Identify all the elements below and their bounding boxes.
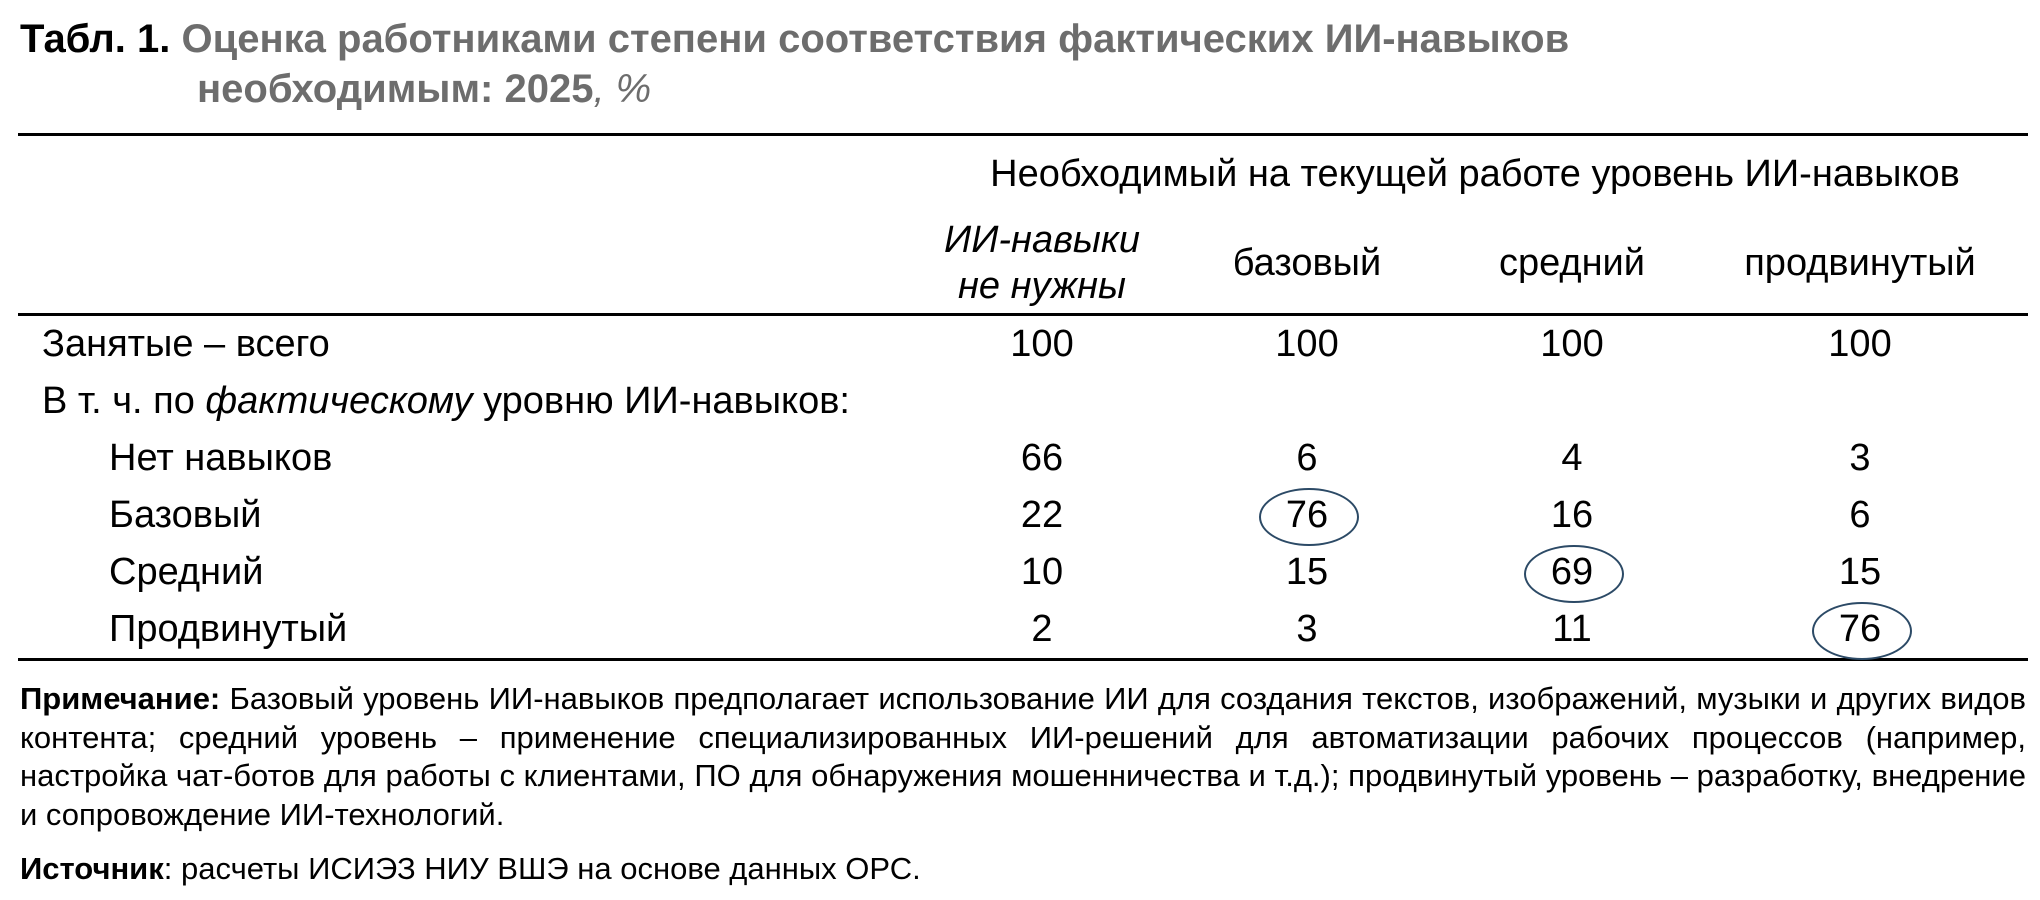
table-cell: 100 — [1540, 323, 1604, 365]
table-cell: 3 — [1162, 601, 1452, 660]
col-header-advanced: продвинутый — [1692, 212, 2028, 315]
header-empty-cell — [18, 212, 922, 315]
title-text-2: необходимым: 2025 — [197, 67, 594, 111]
table-row-subheading — [18, 373, 2028, 430]
note-label: Примечание: — [20, 681, 221, 716]
source-text: : расчеты ИСИЭЗ НИУ ВШЭ на основе данных ОРС. — [163, 851, 921, 886]
col-header-basic: базовый — [1162, 212, 1452, 315]
title-text-1: Оценка работниками степени соответствия фактических ИИ-навыков — [181, 17, 1570, 61]
title-prefix: Табл. 1. — [20, 17, 171, 61]
table-row — [18, 487, 2028, 544]
table-cell: 16 — [1550, 494, 1594, 536]
header-empty-cell — [18, 135, 922, 213]
note-text: Базовый уровень ИИ-навыков предполагает использование ИИ для создания текстов, изображений, музыки и других видов контента; средний уровень – применение специализированных ИИ-решений для автоматизации рабочих процессов (например, настройка чат-ботов для работы с клиентами, ПО для обнаружения мошенничества и т.д.); продвинутый уровень – разработку, внедрение и сопровождение ИИ-технологий. — [20, 681, 2026, 832]
table-row — [18, 544, 2028, 601]
skills-table — [18, 133, 2028, 661]
highlight-circle: 76 — [1285, 494, 1329, 536]
table-cell: 6 — [1849, 494, 1871, 536]
table-cell: 100 — [1010, 323, 1074, 365]
table-cell-highlighted — [1692, 601, 2028, 660]
table-cell: 15 — [1285, 551, 1329, 593]
note-paragraph — [20, 680, 2026, 834]
table-cell: 6 — [1296, 437, 1318, 479]
source-label: Источник — [20, 851, 164, 886]
table-cell: 66 — [1020, 437, 1064, 479]
row-label: Нет навыков — [109, 437, 333, 479]
col-header-not-needed-line1: ИИ-навыки — [944, 218, 1140, 261]
table-cell-highlighted — [1162, 487, 1452, 544]
col-header-not-needed — [922, 212, 1162, 315]
subheading-after: уровню ИИ-навыков: — [472, 380, 850, 422]
column-header-row — [18, 212, 2028, 315]
table-row — [18, 430, 2028, 487]
table-cell: 100 — [1828, 323, 1892, 365]
col-header-not-needed-line2: не нужны — [958, 264, 1126, 307]
title-line-2 — [20, 64, 2020, 114]
table-cell: 4 — [1561, 437, 1583, 479]
table-cell-highlighted — [1452, 544, 1692, 601]
subheading-italic: фактическому — [205, 380, 473, 422]
row-label: Продвинутый — [18, 601, 922, 660]
row-subheading — [18, 373, 2028, 430]
table-cell: 15 — [1838, 551, 1882, 593]
row-label: Средний — [109, 551, 264, 593]
super-header: Необходимый на текущей работе уровень ИИ-навыков — [922, 135, 2028, 213]
row-label-total: Занятые – всего — [42, 323, 330, 365]
table-title — [20, 14, 2020, 114]
highlight-circle: 76 — [1838, 608, 1882, 650]
title-line-1 — [20, 14, 2020, 64]
table-cell: 3 — [1849, 437, 1871, 479]
table-cell: 2 — [922, 601, 1162, 660]
super-header-row — [18, 135, 2028, 213]
table-row — [18, 601, 2028, 660]
table-cell: 11 — [1452, 601, 1692, 660]
table-row-total — [18, 315, 2028, 374]
row-label: Базовый — [109, 494, 262, 536]
table-cell: 10 — [1020, 551, 1064, 593]
source-line — [20, 851, 921, 887]
table-cell: 100 — [1275, 323, 1339, 365]
table-cell: 22 — [1020, 494, 1064, 536]
title-unit: , % — [593, 67, 652, 111]
subheading-before: В т. ч. по — [42, 380, 206, 422]
col-header-medium: средний — [1452, 212, 1692, 315]
highlight-circle: 69 — [1550, 551, 1594, 593]
